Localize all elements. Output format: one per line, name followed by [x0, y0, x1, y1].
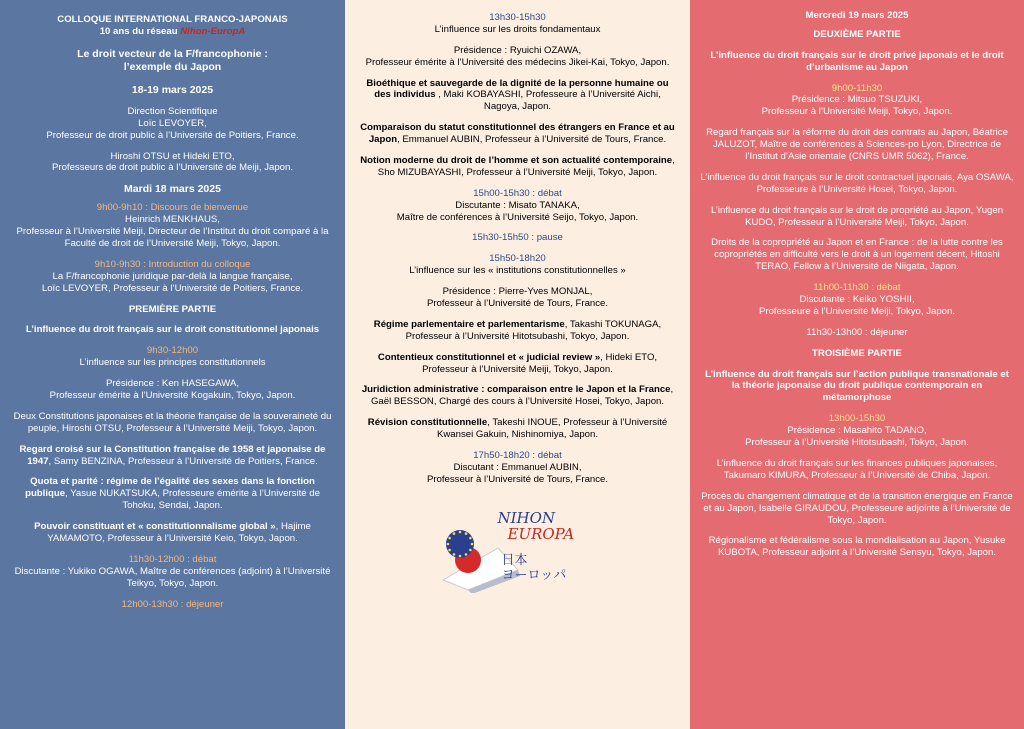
nihon-europa-logo: [438, 508, 598, 593]
talk-14: L’influence du droit français sur le droit de propriété au Japon, Yugen KUDO, Professeur à l’Université Meiji, Tokyo, Japon.: [710, 204, 1004, 228]
part3-heading: TROISIÈME PARTIE: [812, 347, 902, 359]
welcome-time: 9h00-9h10 : Discours de bienvenue: [96, 202, 249, 214]
session4-presidence-role: Professeur à l’Université Meiji, Tokyo, Japon.: [761, 106, 953, 118]
debate2-line2: Maître de conférences à l’Université Seijo, Tokyo, Japon.: [396, 211, 639, 223]
session4-presidence: Présidence : Mitsuo TSUZUKI,: [791, 94, 923, 106]
talk-3-title: Quota et parité : régime de l’égalité des sexes dans la fonction publique: [25, 476, 315, 500]
talk-11-speaker: , Takeshi INOUE, Professeur à l’Université Kwansei Gakuin, Nishinomiya, Japon.: [436, 417, 668, 441]
talk-2: [10, 444, 335, 468]
intro-title: La F/francophonie juridique par-delà la langue française,: [52, 270, 293, 282]
talk-10-title: Juridiction administrative : comparaison entre le Japon et la France: [361, 384, 671, 396]
intro-speaker: Loïc LEVOYER, Professeur à l’Université de Poitiers, France.: [41, 282, 304, 294]
part2-title: L’influence du droit français sur le droit privé japonais et le droit d’urbanisme au Japon: [710, 49, 1004, 73]
talk-10-speaker: , Gaël BESSON, Chargé des cours à l’Université Hosei, Tokyo, Japon.: [370, 384, 674, 408]
talk-6-speaker: , Emmanuel AUBIN, Professeur à l’Université de Tours, France.: [397, 134, 667, 146]
right-column: [690, 0, 1024, 729]
talk-7: [357, 155, 678, 179]
event-dates: 18-19 mars 2025: [131, 83, 214, 96]
day1-heading: Mardi 18 mars 2025: [124, 183, 221, 196]
session3-title: L’influence sur les « institutions constitutionnelles »: [409, 265, 626, 277]
talk-7-title: Notion moderne du droit de l’homme et son actualité contemporaine: [360, 155, 673, 167]
talk-5-speaker: , Maki KOBAYASHI, Professeure à l’Université Aichi, Nagoya, Japon.: [435, 89, 661, 113]
session2-title: L’influence sur les droits fondamentaux: [434, 23, 601, 35]
director2-name: Hiroshi OTSU et Hideki ETO,: [110, 150, 235, 162]
talk-1: Deux Constitutions japonaises et la théorie française de la souveraineté du peuple, Hiroshi OTSU, Professeur à l’Université Meiji, Tokyo, Japon.: [13, 410, 332, 434]
talk-8-speaker: , Takashi TOKUNAGA, Professeur à l’Université Hitotsubashi, Tokyo, Japon.: [405, 318, 662, 342]
part3-title: L’influence du droit français sur l’action publique transnationale et la théorie japonaise du droit publique contemporain en métamorphose: [705, 368, 1009, 404]
session1-time: 9h30-12h00: [146, 345, 199, 357]
talk-9-title: Contentieux constitutionnel et « judicial review »: [377, 351, 601, 363]
debate3-time: 17h50-18h20 : débat: [473, 450, 562, 462]
colloque-header: COLLOQUE INTERNATIONAL FRANCO-JAPONAIS: [57, 14, 288, 25]
main-title-1: Le droit vecteur de la F/francophonie :: [77, 47, 268, 60]
lunch1: 12h00-13h30 : déjeuner: [121, 598, 224, 610]
logo-jp-europa: ヨーロッパ: [501, 567, 567, 583]
session4-time: 9h00-11h30: [831, 82, 883, 94]
talk-4: [10, 521, 335, 545]
session1-presidence-role: Professeur émérite à l’Université Kogakuin, Tokyo, Japon.: [49, 389, 296, 401]
talk-2-speaker: , Samy BENZINA, Professeur à l’Université de Poitiers, France.: [48, 455, 318, 467]
session1-title: L’influence sur les principes constitutionnels: [79, 357, 266, 369]
logo-text-latin: [498, 510, 575, 543]
debate4-time: 11h00-11h30 : débat: [813, 282, 901, 294]
session3-presidence: Présidence : Pierre-Yves MONJAL,: [442, 286, 593, 298]
talk-10: [357, 384, 678, 408]
talk-5: [357, 78, 678, 114]
director2-role: Professeurs de droit public à l’Université de Meiji, Japon.: [51, 162, 294, 174]
talk-3: [10, 476, 335, 512]
network-line: [10, 26, 335, 38]
director1-name: Loïc LEVOYER,: [138, 117, 207, 129]
logo-word-nihon: NIHON: [497, 508, 556, 527]
debate4-line1: Discutante : Keiko YOSHII,: [799, 294, 915, 306]
session5-time: 13h00-15h30: [828, 413, 886, 425]
debate3-line2: Professeur à l’Université de Tours, France.: [426, 473, 609, 485]
direction-title: Direction Scientifique: [127, 105, 218, 117]
talk-2-title: Regard croisé sur la Constitution française de 1958 et japonaise de 1947: [19, 443, 326, 467]
part1-title: L’influence du droit français sur le droit constitutionnel japonais: [25, 324, 320, 336]
session1-presidence: Présidence : Ken HASEGAWA,: [105, 378, 240, 390]
session3-time: 15h50-18h20: [489, 253, 546, 265]
director1-role: Professeur de droit public à l’Université de Poitiers, France.: [46, 129, 299, 141]
logo-jp-nihon: 日本: [501, 551, 528, 567]
session5-presidence: Présidence : Masahito TADANO,: [787, 425, 927, 437]
network-prefix: 10 ans du réseau: [99, 25, 181, 37]
session3-presidence-role: Professeur à l’Université de Tours, France.: [426, 298, 609, 310]
brand-name: Nihon-EuropA: [180, 25, 246, 37]
left-column: [0, 0, 345, 729]
talk-11-title: Révision constitutionnelle: [367, 417, 488, 429]
talk-8-title: Régime parlementaire et parlementarisme: [373, 318, 565, 330]
middle-column: [345, 0, 690, 729]
talk-6-title: Comparaison du statut constitutionnel des étrangers en France et au Japon: [360, 122, 675, 146]
talk-13: L’influence du droit français sur le droit contractuel japonais, Aya OSAWA, Professeure à l’Université Hosei, Tokyo, Japon.: [700, 171, 1014, 195]
logo-text-japanese: [502, 552, 567, 583]
debate2-time: 15h00-15h30 : débat: [473, 187, 562, 199]
talk-6: [357, 122, 678, 146]
talk-17: Procès du changement climatique et de la transition énergique en France et au Japon, Isabelle GIRAUDOU, Professeure adjointe à l’Université de Tokyo, Japon.: [701, 490, 1013, 526]
session2-time: 13h30-15h30: [489, 12, 546, 23]
debate3-line1: Discutant : Emmanuel AUBIN,: [453, 461, 582, 473]
session2-presidence-role: Professeur émérite à l’Université des médecins Jikei-Kai, Tokyo, Japon.: [365, 56, 670, 68]
part2-heading: DEUXIÈME PARTIE: [813, 28, 901, 40]
lunch2: 11h30-13h00 : déjeuner: [806, 326, 908, 338]
talk-4-title: Pouvoir constituant et « constitutionnalisme global »: [34, 521, 276, 533]
talk-11: [357, 417, 678, 441]
talk-9-speaker: , Hideki ETO, Professeur à l’Université Meiji, Tokyo, Japon.: [422, 351, 658, 375]
talk-15: Droits de la copropriété au Japon et en France : de la lutte contre les copropriétés en difficulté vers le droit à un logement décent, Hitoshi TERAO, Fellow à l’Université de Niigata, Japon.: [711, 237, 1003, 273]
debate1-time: 11h30-12h00 : débat: [128, 553, 217, 565]
day2-heading: Mercredi 19 mars 2025: [805, 10, 909, 21]
talk-7-speaker: , Sho MIZUBAYASHI, Professeur à l’Université Meiji, Tokyo, Japon.: [377, 155, 675, 178]
pause-time: 15h30-15h50 : pause: [472, 232, 563, 244]
talk-5-title: Bioéthique et sauvegarde de la dignité de la personne humaine ou des individus: [366, 77, 669, 101]
talk-3-speaker: , Yasue NUKATSUKA, Professeure émérite à l’Université de Tohoku, Sendai, Japon.: [65, 488, 320, 512]
talk-12: Regard français sur la réforme du droit des contrats au Japon, Béatrice JALUZOT, Maître de conférences à Sciences-po Lyon, Directrice de l’Institut d’Asie orientale (CNRS UMR 5062), France.: [706, 127, 1008, 163]
main-title-2: l’exemple du Japon: [123, 60, 222, 73]
welcome-name: Heinrich MENKHAUS,: [125, 214, 220, 226]
part1-heading: PREMIÈRE PARTIE: [128, 303, 217, 315]
session5-presidence-role: Professeur à l’Université Hitotsubashi, Tokyo, Japon.: [745, 437, 969, 449]
debate2-line1: Discutante : Misato TANAKA,: [455, 199, 580, 211]
logo-word-europa: EUROPA: [507, 525, 575, 544]
talk-18: Régionalisme et fédéralisme sous la mondialisation au Japon, Yusuke KUBOTA, Professeur adjoint à l’Université Sensyu, Tokyo, Japon.: [708, 535, 1006, 559]
debate4-line2: Professeure à l’Université Meiji, Tokyo, Japon.: [758, 305, 956, 317]
intro-time: 9h10-9h30 : Introduction du colloque: [94, 258, 251, 270]
welcome-role: Professeur à l’Université Meiji, Directeur de l’Institut du droit comparé à la Faculté de droit de l’Université Meiji, Tokyo, Japon.: [16, 226, 329, 249]
session2-presidence: Présidence : Ryuichi OZAWA,: [453, 44, 582, 56]
talk-9: [357, 352, 678, 376]
talk-4-speaker: , Hajime YAMAMOTO, Professeur à l’Université Keio, Tokyo, Japon.: [47, 521, 311, 544]
debate1-text: Discutante : Yukiko OGAWA, Maître de conférences (adjoint) à l’Université Teikyo, Tokyo, Japon.: [14, 565, 331, 589]
talk-16: L’influence du droit français sur les finances publiques japonaises, Takumaro KIMURA, Professeur à l’Université de Chiba, Japon.: [716, 457, 998, 481]
talk-8: [357, 319, 678, 343]
